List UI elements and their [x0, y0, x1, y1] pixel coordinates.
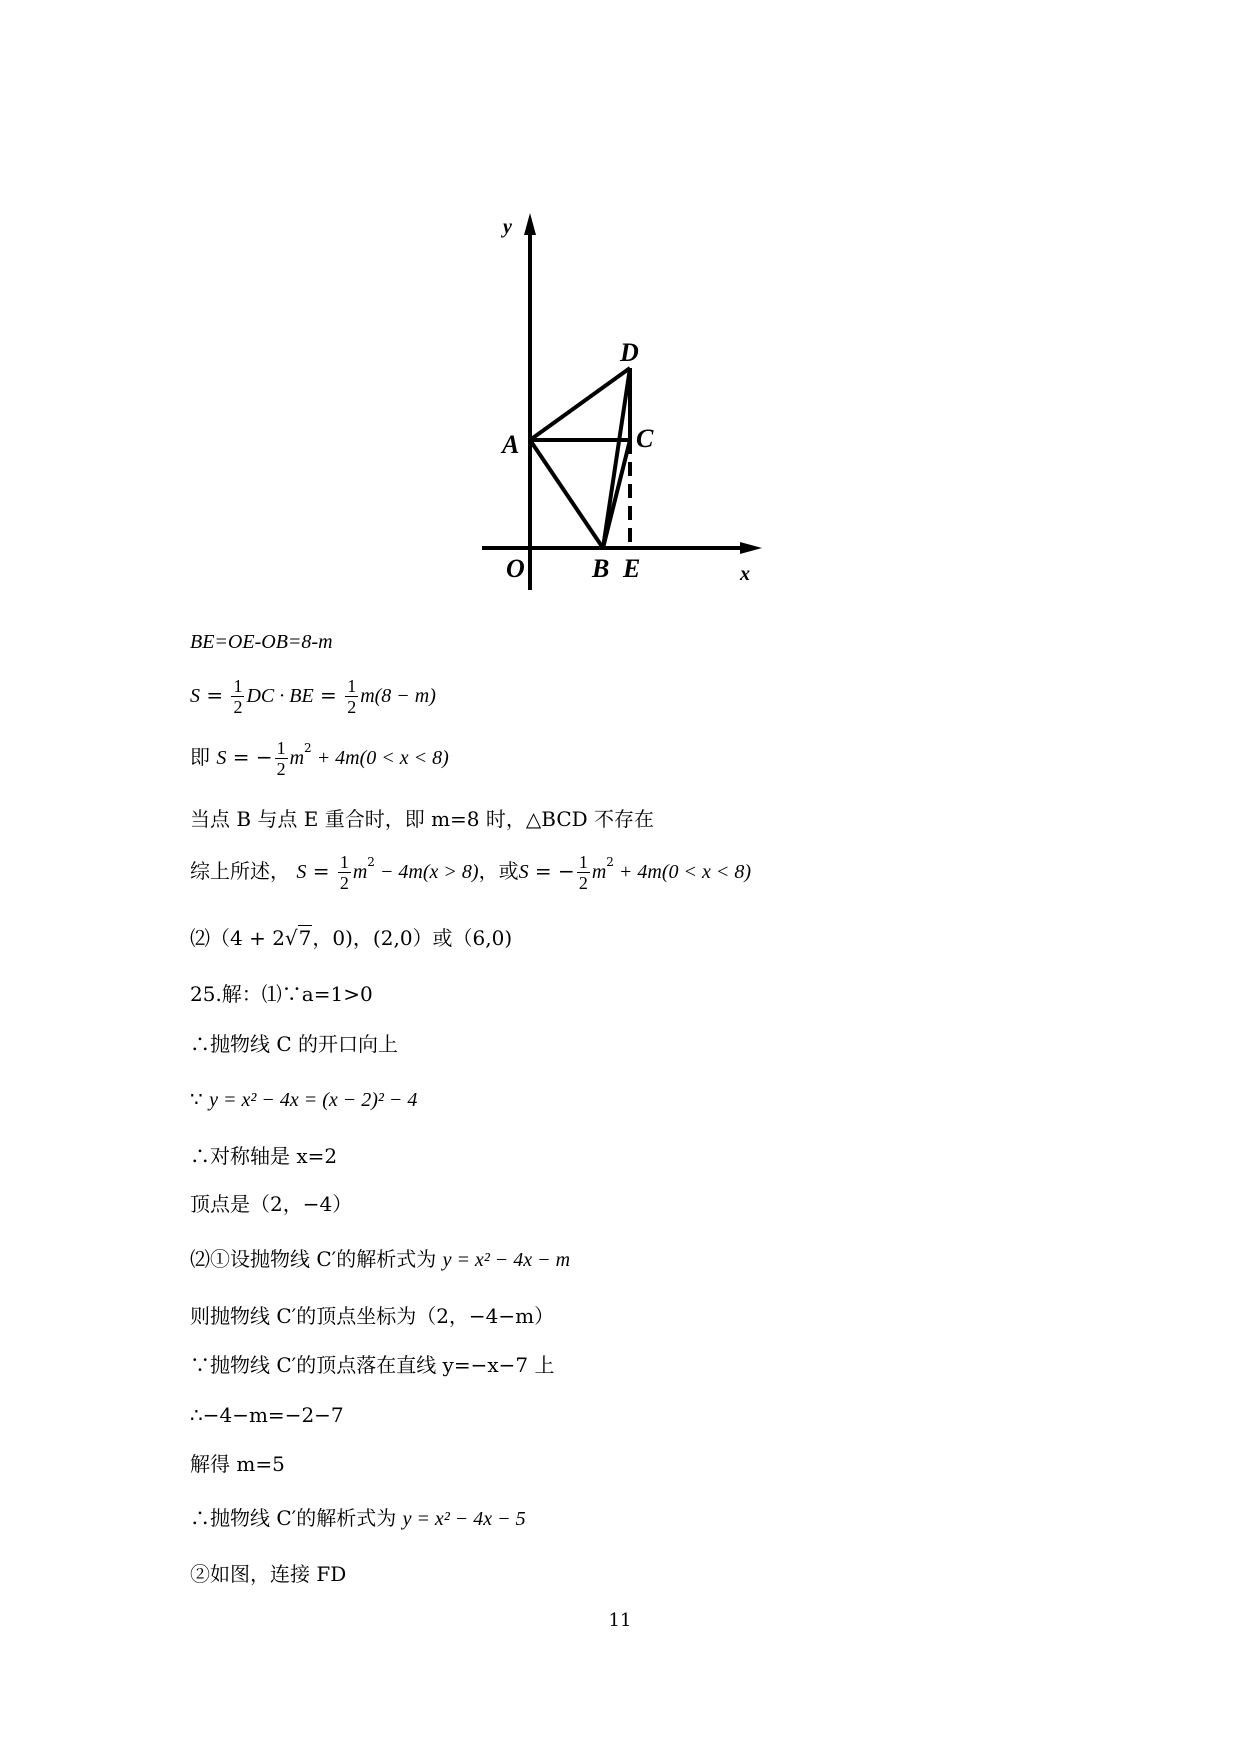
line-area-simplified: 即 S = − $\frac{1}{2}$ $m^2 + 4m(0 < x < 8)$: [190, 738, 449, 779]
area-symbol: S: [518, 861, 529, 883]
fraction-numerator: 1: [339, 852, 349, 872]
fraction-numerator: 1: [276, 738, 286, 758]
point-label-A: A: [502, 430, 520, 459]
variable-m: m: [289, 747, 305, 769]
line-vertex-on-line: ∵抛物线 C′的顶点落在直线 y=−x−7 上: [190, 1353, 555, 1377]
line-equation: ∴−4−m=−2−7: [190, 1403, 344, 1427]
line-solve-m: 解得 m=5: [190, 1452, 285, 1476]
fraction-half: [577, 852, 590, 893]
x-axis-label: x: [740, 563, 750, 585]
line-opens-upward: ∴抛物线 C 的开口向上: [190, 1032, 399, 1056]
x-axis-arrow: [740, 542, 762, 554]
line-vertex-form: [190, 1085, 417, 1114]
line-axis-symmetry: ∴对称轴是 x=2: [190, 1144, 338, 1168]
y-axis-label: y: [503, 216, 512, 238]
point-label-B: B: [592, 554, 610, 583]
line-case-b-equals-e: 当点 B 与点 E 重合时，即 m=8 时，△BCD 不存在: [190, 807, 655, 831]
fraction-half: [345, 676, 358, 717]
line-be-equation: BE=OE-OB=8-m: [190, 631, 333, 653]
fraction-half: [275, 738, 288, 779]
prefix-text: ⑵（4 + 2: [190, 926, 285, 950]
page-number: 11: [608, 1610, 632, 1631]
prefix-text: 综上所述，: [190, 859, 290, 883]
fraction-denominator: 2: [233, 697, 243, 717]
expression-part: + 4m(0 < x < 8): [613, 861, 752, 883]
line-result-parabola: [190, 1504, 526, 1533]
segment-AD: [530, 368, 630, 440]
answer-rest: ，0)，(2,0）或（6,0): [312, 926, 513, 950]
point-label-E: E: [623, 554, 641, 583]
area-symbol: S: [296, 861, 307, 883]
fraction-denominator: 2: [578, 873, 588, 893]
prefix-text: ∴抛物线 C′的解析式为: [190, 1506, 403, 1530]
coordinate-figure: [470, 205, 770, 600]
product-term: DC · BE: [246, 685, 314, 707]
fraction-numerator: 1: [347, 676, 357, 696]
line-part2-answer: [190, 924, 512, 952]
figure-svg: [470, 205, 770, 600]
line-vertex: 顶点是（2，−4）: [190, 1192, 353, 1216]
prefix-text: ∵: [190, 1087, 210, 1111]
fraction-denominator: 2: [347, 697, 357, 717]
sqrt-symbol: √7: [284, 926, 312, 950]
point-label-C: C: [636, 424, 654, 453]
fraction-numerator: 1: [233, 676, 243, 696]
y-axis-arrow: [524, 213, 536, 235]
line-q25-start: 25.解：⑴∵a=1>0: [190, 982, 373, 1006]
parabola-expression: y = x² − 4x − 5: [402, 1508, 526, 1530]
fraction-half: [338, 852, 351, 893]
fraction-denominator: 2: [339, 873, 349, 893]
point-label-D: D: [620, 338, 639, 367]
fraction-half: [231, 676, 244, 717]
area-result: m(8 − m): [360, 685, 436, 707]
line-vertex-coordinates: 则抛物线 C′的顶点坐标为（2，−4−m）: [190, 1304, 555, 1328]
prefix-text: 即: [190, 745, 210, 769]
expression-part: − 4m(x > 8): [374, 861, 479, 883]
segment-AB: [530, 440, 603, 548]
prefix-text: ⑵①设抛物线 C′的解析式为: [190, 1247, 443, 1271]
or-text: ，或: [478, 859, 519, 883]
line-connect-fd: ②如图，连接 FD: [190, 1562, 347, 1586]
area-symbol: S: [190, 685, 200, 707]
area-symbol: S: [216, 747, 227, 769]
line-summary: 综上所述， S = $\frac{1}{2}$ $m^2 - 4m(x > 8)$，或S = − $\frac{1}{2}$ $m^2 + 4m(0 < x < 8)$: [190, 852, 752, 893]
fraction-denominator: 2: [276, 759, 286, 779]
line-area-formula: S = $\frac{1}{2}$ DC · BE = $\frac{1}{2}$ m(8 − m): [190, 676, 436, 717]
parabola-expression: y = x² − 4x = (x − 2)² − 4: [209, 1089, 418, 1111]
line-part2-setup: [190, 1245, 570, 1274]
expression-tail: + 4m(0 < x < 8): [311, 747, 449, 769]
fraction-numerator: 1: [578, 852, 588, 872]
sqrt-radicand: 7: [298, 926, 312, 950]
parabola-expression: y = x² − 4x − m: [442, 1249, 571, 1271]
point-label-O: O: [506, 554, 525, 583]
